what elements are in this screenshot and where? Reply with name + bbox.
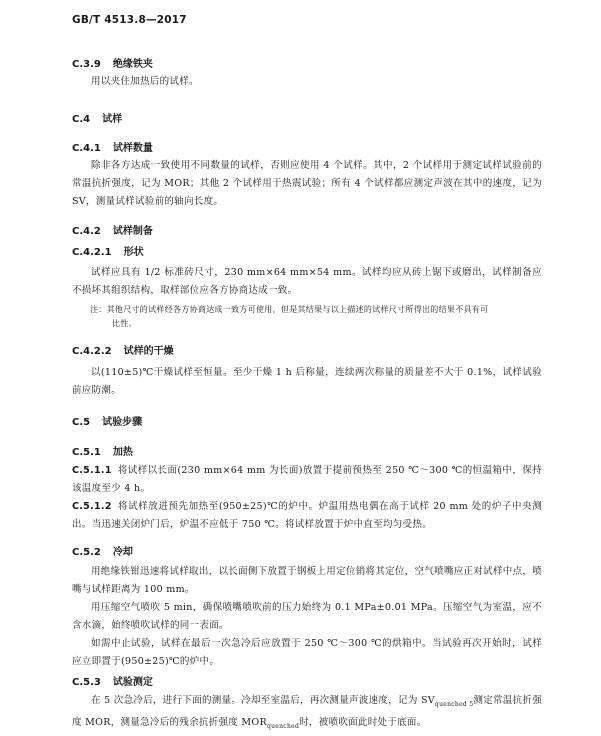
paragraph-c52-2: 用压缩空气喷吹 5 min，确保喷嘴喷吹前的压力始终为 0.1 MPa±0.01 MPa。压缩空气为室温，应不含水滴，始终喷吹试样的同一表面。 (72, 602, 542, 631)
heading-c422 (72, 342, 174, 357)
section-title: 形状 (123, 247, 144, 258)
heading-c5 (72, 413, 142, 428)
section-title: 试样的干燥 (123, 346, 174, 357)
paragraph-c39: 用以夹住加热后的试样。 (91, 76, 199, 87)
section-title: 绝缘铁夹 (112, 59, 153, 70)
section-number: C.4.2 (72, 226, 101, 237)
section-number: C.5.1 (72, 447, 101, 458)
section-title: 试样制备 (112, 226, 153, 237)
section-title: 试验步骤 (102, 417, 143, 428)
clause-text-part-c: 时，被喷吹面此时处于底面。 (299, 716, 427, 728)
paragraph-c52-1: 用绝缘铁钳迅速将试样取出，以长面侧下放置于钢板上用定位销将其定位，空气喷嘴应正对试样中点，喷嘴与试样距离为 100 mm。 (72, 566, 542, 595)
subscript-quenched-5: quenched 5 (434, 700, 474, 708)
section-title: 试验测定 (112, 677, 153, 688)
section-number: C.3.9 (72, 59, 101, 70)
clause-text: 将试样放进预先加热至(950±25)℃的炉中。炉温用热电偶在高于试样 20 mm 处的炉子中央测出。当迅速关闭炉门后，炉温不应低于 750 ℃。将试样放置于炉中直至均匀受热。 (72, 501, 542, 530)
note-c421 (90, 303, 542, 331)
heading-c41 (72, 139, 153, 154)
heading-c52 (72, 543, 133, 558)
section-number: C.4.1 (72, 143, 101, 154)
section-number: C.4.2.1 (72, 247, 112, 258)
paragraph-c511 (72, 462, 542, 498)
paragraph-c421: 试样应具有 1/2 标准砖尺寸，230 mm×64 mm×54 mm。试样均应从砖上锯下或磨出，试样制备应不损坏其组织结构，取样部位应各方协商达成一致。 (72, 267, 542, 296)
paragraph-c52-3: 如需中止试验，试样在最后一次急冷后应放置于 250 ℃～300 ℃的烘箱中。当试验再次开始时，试样应立即置于(950±25)℃的炉中。 (72, 638, 542, 667)
subscript-quenched: quenched (266, 722, 300, 730)
section-title: 冷却 (112, 547, 133, 558)
section-title: 试样数量 (112, 143, 153, 154)
clause-number: C.5.1.2 (72, 501, 112, 512)
paragraph-c41: 除非各方达成一致使用不同数量的试样，否则应使用 4 个试样。其中，2 个试样用于测定试样试验前的常温抗折强度，记为 MOR；其他 2 个试样用于热震试验；所有 4 个试样都应测定声波在其中的速度，记为 SV，测量试样试验前的轴向长度。 (72, 160, 542, 207)
clause-text-part-b: 测定常温抗折强度 MOR，测量急冷后的残余抗折强度 MOR (72, 695, 542, 728)
heading-c4 (72, 110, 122, 125)
paragraph-c512 (72, 498, 542, 534)
section-number: C.5.2 (72, 547, 101, 558)
paragraph-c422: 以(110±5)℃干燥试样至恒量。至少干燥 1 h 后称量，连续两次称量的质量差不大于 0.1%，试样试验前应防潮。 (72, 367, 542, 396)
heading-c39 (72, 55, 153, 70)
clause-number: C.5.1.1 (72, 465, 112, 476)
section-title: 加热 (112, 447, 133, 458)
heading-c42 (72, 222, 153, 237)
heading-c53 (72, 673, 153, 688)
clause-text: 将试样以长面(230 mm×64 mm 为长面)放置于提前预热至 250 ℃～300 ℃的恒温箱中，保持该温度至少 4 h。 (72, 465, 542, 494)
clause-text-part-a: 在 5 次急冷后，进行下面的测量。冷却至室温后，再次测量声波速度，记为 SV (91, 695, 435, 706)
heading-c421 (72, 243, 144, 258)
section-number: C.5 (72, 417, 91, 428)
section-number: C.4 (72, 114, 91, 125)
section-title: 试样 (102, 114, 123, 125)
section-number: C.5.3 (72, 677, 101, 688)
heading-c51 (72, 443, 133, 458)
standard-number-header: GB/T 4513.8—2017 (72, 14, 187, 26)
note-line-2: 比性。 (112, 319, 137, 328)
note-line-1: 注：其他尺寸的试样经各方协商达成一致方可使用，但是其结果与以上描述的试样尺寸所得出的结果不具有可 (90, 305, 489, 314)
section-number: C.4.2.2 (72, 346, 112, 357)
paragraph-c53 (72, 692, 542, 736)
